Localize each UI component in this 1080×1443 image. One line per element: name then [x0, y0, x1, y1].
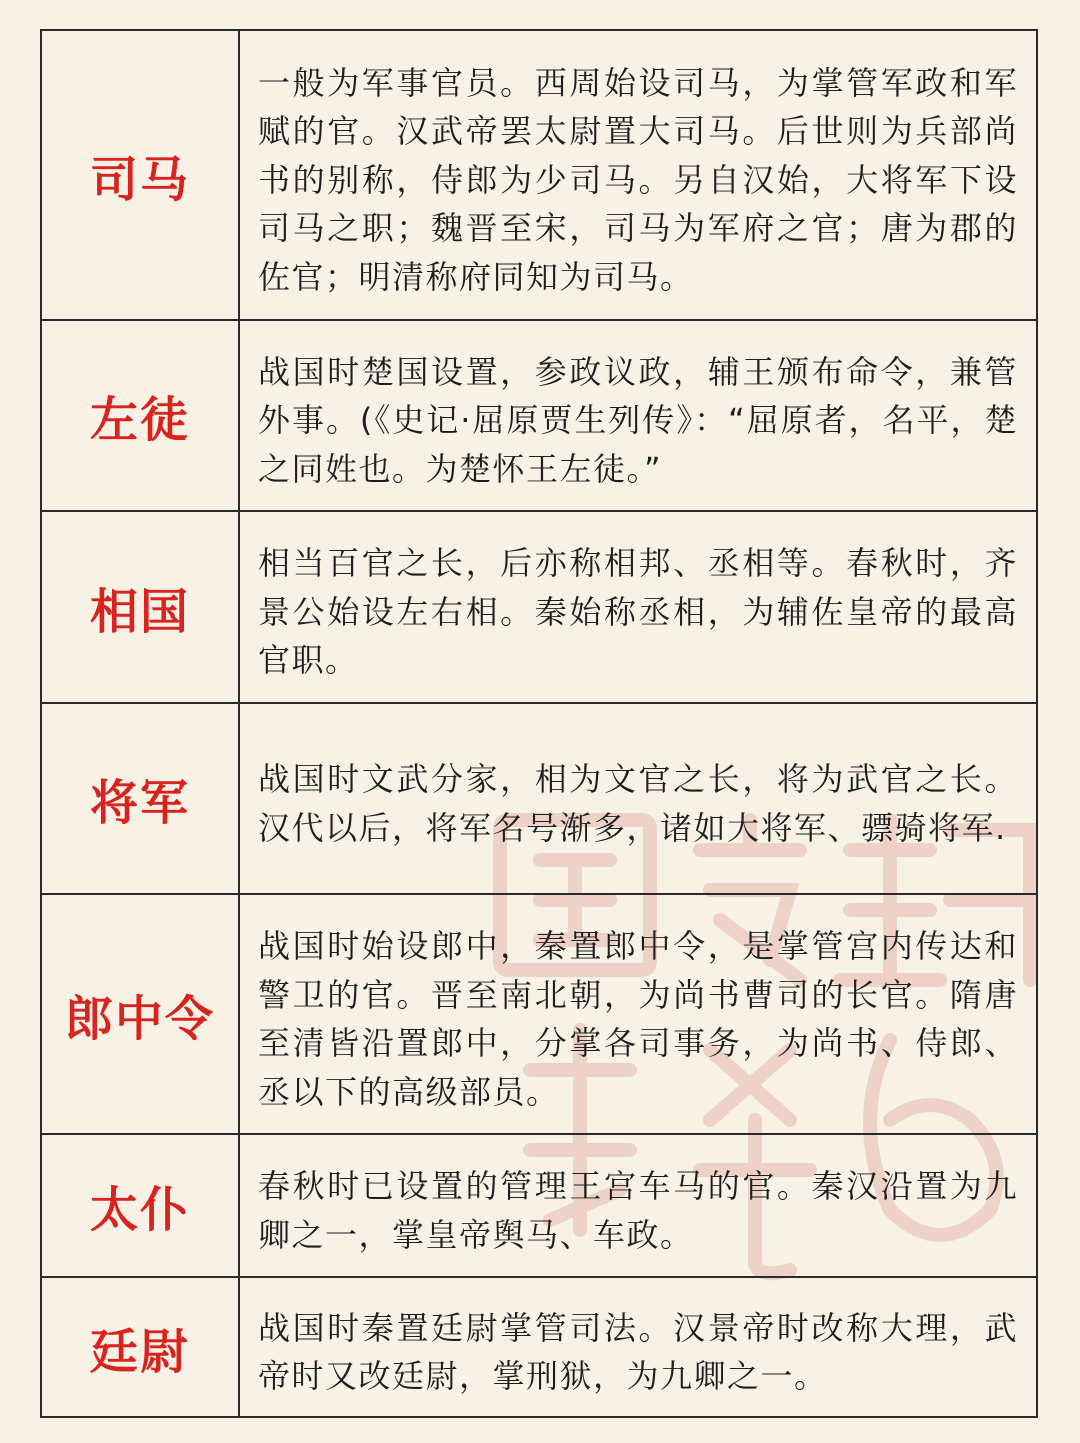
description-text: 相当百官之长，后亦称相邦、丞相等。春秋时，齐景公始设左右相。秦始称丞相，为辅佐皇帝的最高官职。	[258, 544, 1018, 680]
description-text: 一般为军事官员。西周始设司马，为掌管军政和军赋的官。汉武帝罢太尉置大司马。后世则为兵部尚书的别称，侍郎为少司马。另自汉始，大将军下设司马之职；魏晋至宋，司马为军府之官；唐为郡的佐官；明清称府同知为司马。	[258, 63, 1018, 296]
table-row	[42, 321, 1036, 512]
term-cell: 相国	[42, 512, 240, 702]
term-cell: 左徒	[42, 321, 240, 510]
description-cell	[240, 895, 1036, 1133]
table-row	[42, 31, 1036, 321]
term-cell: 廷尉	[42, 1278, 240, 1416]
description-text: 春秋时已设置的管理王宫车马的官。秦汉沿置为九卿之一，掌皇帝舆马、车政。	[258, 1167, 1018, 1254]
description-cell	[240, 1278, 1036, 1416]
description-text: 战国时秦置廷尉掌管司法。汉景帝时改称大理，武帝时又改廷尉，掌刑狱，为九卿之一。	[258, 1308, 1018, 1395]
description-cell	[240, 321, 1036, 510]
table-row	[42, 895, 1036, 1135]
description-cell	[240, 704, 1036, 893]
official-titles-table	[40, 29, 1038, 1418]
table-row	[42, 1135, 1036, 1278]
term-cell: 太仆	[42, 1135, 240, 1276]
table-row	[42, 1278, 1036, 1416]
description-text: 战国时文武分家，相为文官之长，将为武官之长。汉代以后，将军名号渐多，诸如大将军、骠骑将军.	[258, 760, 1018, 847]
table-row	[42, 512, 1036, 704]
term-cell: 郎中令	[42, 895, 240, 1133]
term-cell: 将军	[42, 704, 240, 893]
description-cell	[240, 512, 1036, 702]
description-cell	[240, 1135, 1036, 1276]
table-row	[42, 704, 1036, 895]
description-text: 战国时始设郎中，秦置郎中令，是掌管宫内传达和警卫的官。晋至南北朝，为尚书曹司的长官。隋唐至清皆沿置郎中，分掌各司事务，为尚书、侍郎、丞以下的高级部员。	[258, 927, 1018, 1111]
description-cell	[240, 31, 1036, 319]
description-text: 战国时楚国设置，参政议政，辅王颁布命令，兼管外事。(《史记·屈原贾生列传》：“屈原者，名平，楚之同姓也。为楚怀王左徒。”	[258, 352, 1018, 488]
term-cell: 司马	[42, 31, 240, 319]
